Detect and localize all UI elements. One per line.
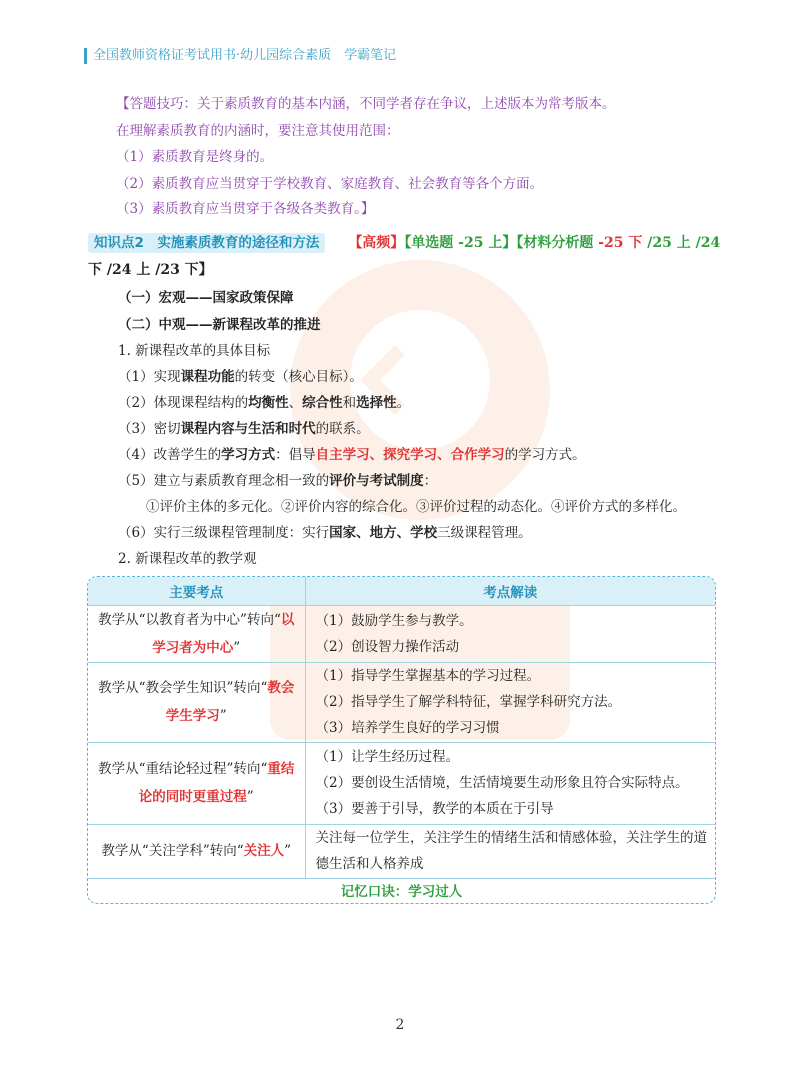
goal-3: （3）密切课程内容与生活和时代的联系。 xyxy=(118,421,370,437)
goal-5: （5）建立与素质教育理念相一致的评价与考试制度： xyxy=(118,473,438,489)
goal-6: （6）实行三级课程管理制度：实行国家、地方、学校三级课程管理。 xyxy=(118,525,532,541)
running-header: 全国教师资格证考试用书·幼儿园综合素质 学霸笔记 xyxy=(84,48,396,64)
page-number: 2 xyxy=(395,1017,405,1033)
explanation-cell: 关注每一位学生，关注学生的情绪生活和情感体验，关注学生的道德生活和人格养成 xyxy=(305,824,715,878)
table-row xyxy=(88,662,715,742)
teaching-title: 2. 新课程改革的教学观 xyxy=(118,551,257,567)
frequency-tag: 【高频】 xyxy=(348,235,405,251)
knowledge-point-heading xyxy=(88,233,728,253)
section-meso: （二）中观——新课程改革的推进 xyxy=(118,317,321,333)
tip-line: 在理解素质教育的内涵时，要注意其使用范围： xyxy=(116,123,400,139)
explanation-cell: （1）鼓励学生参与教学。 （2）创设智力操作活动 xyxy=(305,605,715,662)
tip-line: 【答题技巧：关于素质教育的基本内涵，不同学者存在争议，上述版本为常考版本。 xyxy=(116,96,616,112)
material-tag: 【材料分析题 xyxy=(516,235,599,251)
topic-cell: 教学从“关注学科”转向“关注人” xyxy=(88,824,305,878)
tip-line: （2）素质教育应当贯穿于学校教育、家庭教育、社会教育等各个方面。 xyxy=(116,176,544,192)
material-tag-rest: /25 上 /24 xyxy=(642,235,721,251)
teaching-view-table xyxy=(87,576,716,904)
material-tag-red: -25 下 xyxy=(598,235,643,251)
section-macro: （一）宏观——国家政策保障 xyxy=(118,290,294,306)
single-choice-tag: 【单选题 -25 上】 xyxy=(404,235,517,251)
goal-4: （4）改善学生的学习方式：倡导自主学习、探究学习、合作学习的学习方式。 xyxy=(118,447,586,463)
material-tag-line2: 下 /24 上 /23 下】 xyxy=(88,262,213,278)
goals-title: 1. 新课程改革的具体目标 xyxy=(118,343,271,359)
table-row xyxy=(88,742,715,824)
explanation-cell: （1）指导学生掌握基本的学习过程。 （2）指导学生了解学科特征，掌握学科研究方法。 （3）培养学生良好的学习习惯 xyxy=(305,662,715,742)
table-row-mnemonic xyxy=(88,878,715,904)
goal-1: （1）实现课程功能的转变（核心目标）。 xyxy=(118,369,363,385)
table-row xyxy=(88,605,715,662)
table-header-explanation: 考点解读 xyxy=(305,577,715,605)
tip-line: （3）素质教育应当贯穿于各级各类教育。】 xyxy=(116,201,375,217)
table-row xyxy=(88,824,715,878)
table-header-topic: 主要考点 xyxy=(88,577,305,605)
goal-5-detail: ①评价主体的多元化。②评价内容的综合化。③评价过程的动态化。④评价方式的多样化。 xyxy=(146,499,686,515)
explanation-cell: （1）让学生经历过程。 （2）要创设生活情境，生活情境要生动形象且符合实际特点。 （3）要善于引导，教学的本质在于引导 xyxy=(305,742,715,824)
tip-line: （1）素质教育是终身的。 xyxy=(116,149,274,165)
mnemonic-cell: 记忆口诀：学习过人 xyxy=(88,878,715,904)
topic-cell: 教学从“教会学生知识”转向“教会学生学习” xyxy=(88,662,305,742)
knowledge-point-label: 知识点2 实施素质教育的途径和方法 xyxy=(88,233,325,253)
goal-2: （2）体现课程结构的均衡性、综合性和选择性。 xyxy=(118,395,411,411)
topic-cell: 教学从“以教育者为中心”转向“以学习者为中心” xyxy=(88,605,305,662)
topic-cell: 教学从“重结论轻过程”转向“重结论的同时更重过程” xyxy=(88,742,305,824)
